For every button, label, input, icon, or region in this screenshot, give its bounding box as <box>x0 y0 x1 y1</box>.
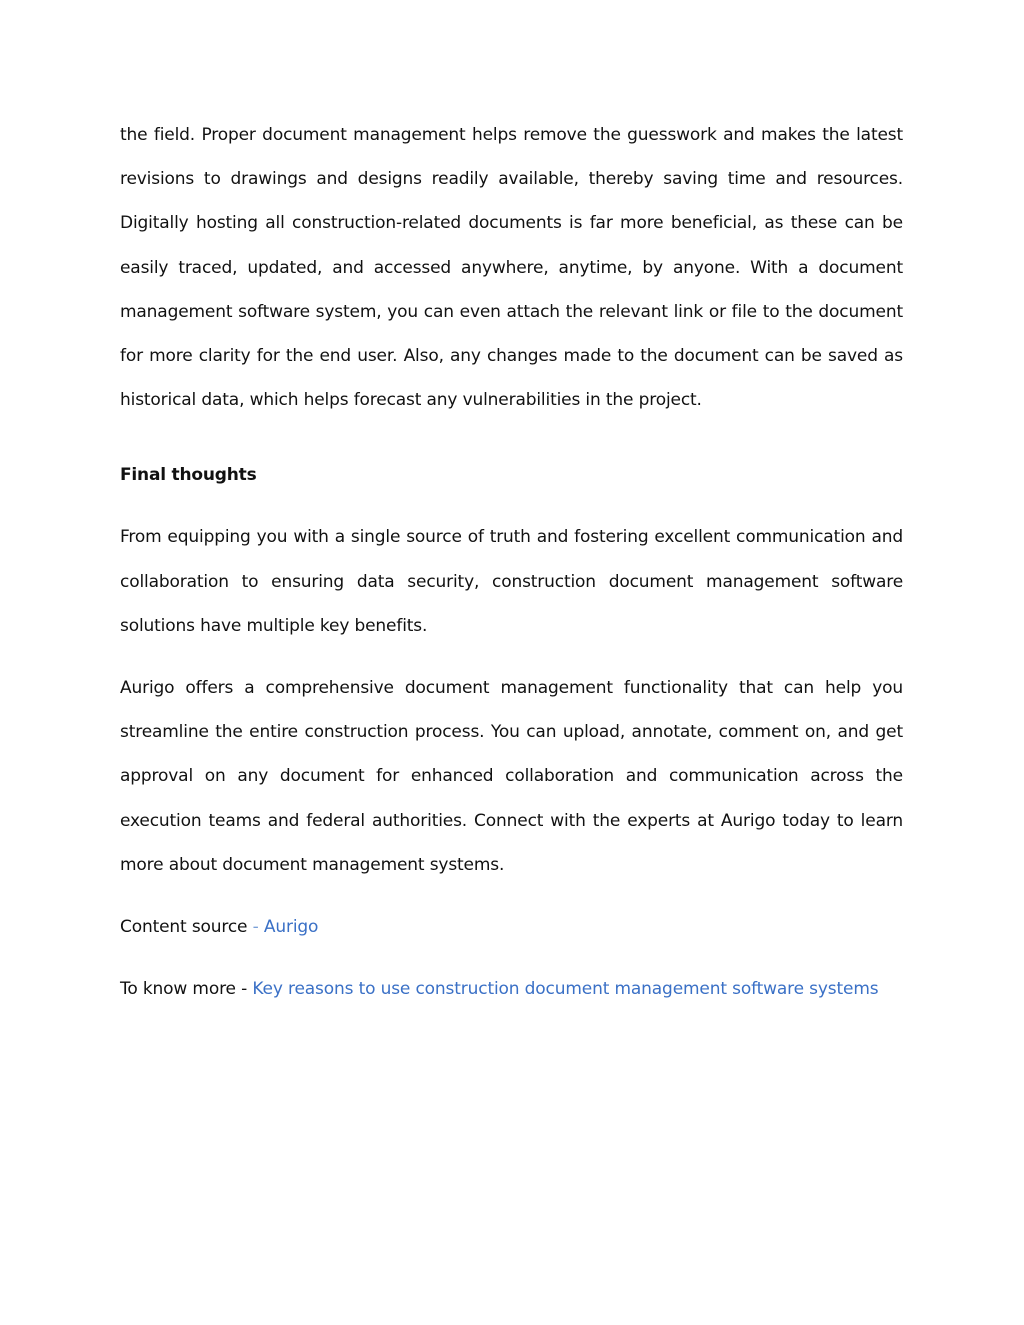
know-more-label: To know more - <box>120 979 253 1000</box>
know-more-link[interactable]: Key reasons to use construction document management software systems <box>252 979 879 1000</box>
know-more-line <box>120 967 903 1011</box>
content-source-dash: - <box>252 917 264 938</box>
paragraph-document-management: the field. Proper document management helps remove the guesswork and makes the latest revisions to drawings and designs readily available, thereby saving time and resources. Digitally hosting all construction-related documents is far more beneficial, as these can be easily traced, updated, and accessed anywhere, anytime, by anyone. With a document management software system, you can even attach the relevant link or file to the document for more clarity for the end user. Also, any changes made to the document can be saved as historical data, which helps forecast any vulnerabilities in the project. <box>120 125 903 411</box>
paragraph-key-benefits: From equipping you with a single source of truth and fostering excellent communication and collaboration to ensuring data security, construction document management software solutions have multiple key benefits. <box>120 527 903 636</box>
document-page <box>120 113 903 1011</box>
content-source-link[interactable]: Aurigo <box>263 917 319 938</box>
section-heading-final-thoughts: Final thoughts <box>120 465 257 486</box>
content-source-label: Content source <box>120 917 253 938</box>
paragraph-aurigo-offering: Aurigo offers a comprehensive document management functionality that can help you streamline the entire construction process. You can upload, annotate, comment on, and get approval on any document for enhanced collaboration and communication across the execution teams and federal authorities. Connect with the experts at Aurigo today to learn more about document management systems. <box>120 678 903 875</box>
content-source-line <box>120 905 903 949</box>
